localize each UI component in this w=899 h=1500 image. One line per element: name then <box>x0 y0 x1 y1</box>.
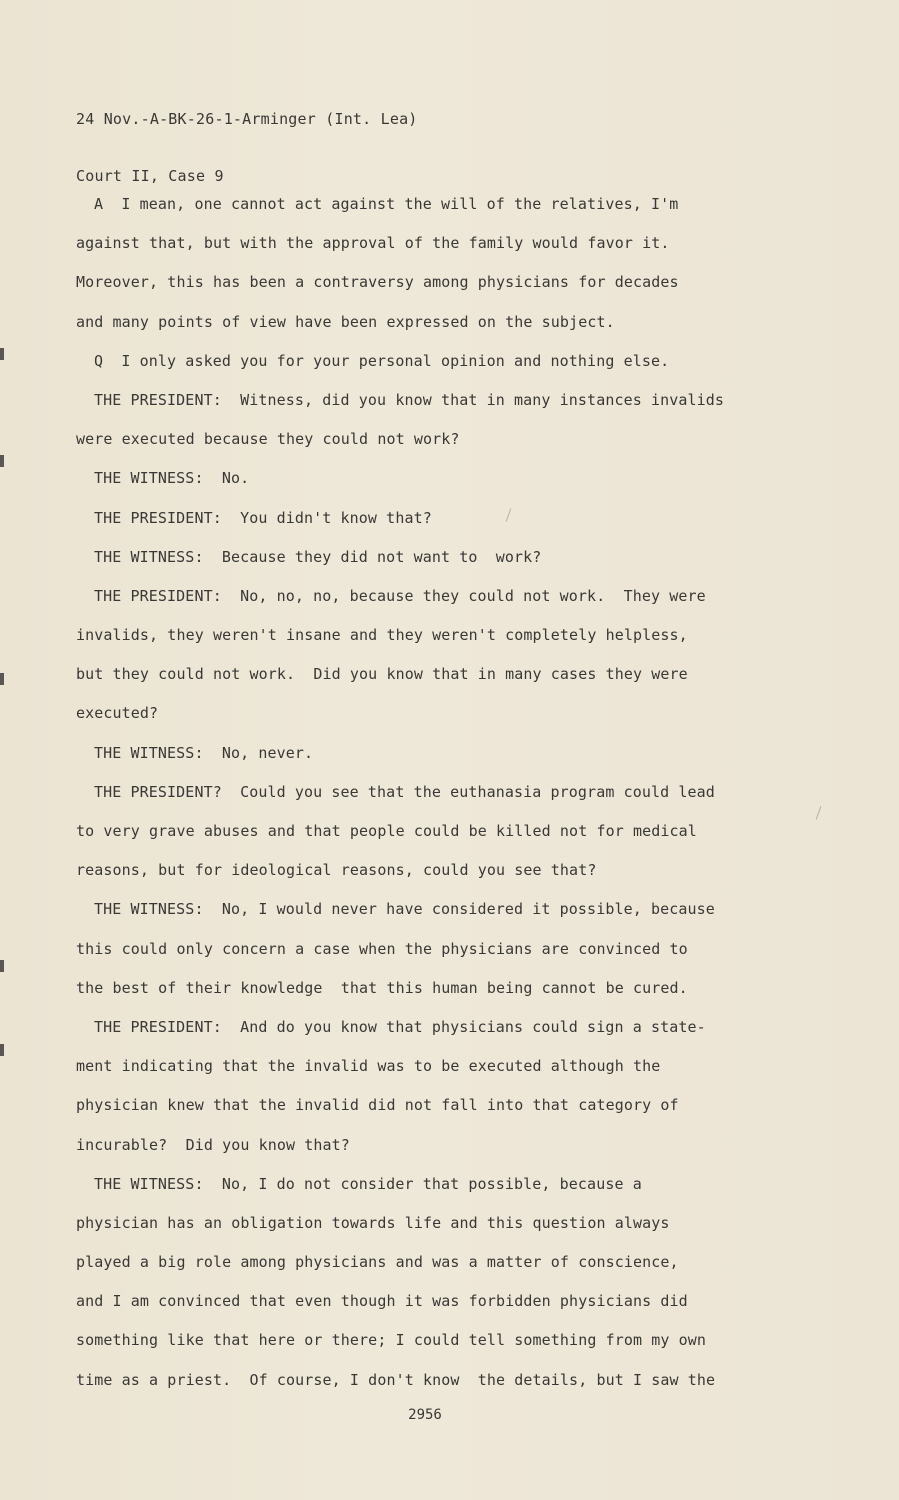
edge-mark <box>0 348 4 360</box>
transcript-line: THE WITNESS: Because they did not want to work? <box>94 547 542 566</box>
edge-mark <box>0 673 4 685</box>
edge-mark <box>0 960 4 972</box>
edge-mark <box>0 455 4 467</box>
transcript-line: played a big role among physicians and was a matter of conscience, <box>76 1253 679 1272</box>
edge-mark <box>0 1044 4 1056</box>
transcript-line: executed? <box>76 704 159 723</box>
transcript-line: and many points of view have been expressed on the subject. <box>76 312 615 331</box>
transcript-line: were executed because they could not work? <box>76 430 460 449</box>
transcript-line: THE PRESIDENT? Could you see that the euthanasia program could lead <box>94 782 715 801</box>
transcript-line: against that, but with the approval of the family would favor it. <box>76 234 670 253</box>
transcript-line: ment indicating that the invalid was to be executed although the <box>76 1057 661 1076</box>
transcript-line: this could only concern a case when the physicians are convinced to <box>76 939 688 958</box>
page-number: 2956 <box>408 1407 442 1423</box>
transcript-line: to very grave abuses and that people could be killed not for medical <box>76 822 697 840</box>
transcript-line: Moreover, this has been a contraversy among physicians for decades <box>76 273 679 292</box>
header-court-line: Court II, Case 9 <box>76 167 224 185</box>
transcript-line: A I mean, one cannot act against the will of the relatives, I'm <box>94 195 679 213</box>
transcript-line: THE WITNESS: No, I would never have considered it possible, because <box>94 900 715 919</box>
transcript-line: THE WITNESS: No. <box>94 469 250 488</box>
transcript-line: invalids, they weren't insane and they weren't completely helpless, <box>76 626 688 645</box>
transcript-line: THE WITNESS: No, never. <box>94 743 314 762</box>
header-reference-line: 24 Nov.-A-BK-26-1-Arminger (Int. Lea) <box>76 110 418 128</box>
transcript-line: physician knew that the invalid did not fall into that category of <box>76 1096 679 1115</box>
transcript-line: the best of their knowledge that this human being cannot be cured. <box>76 978 688 997</box>
transcript-line: and I am convinced that even though it was forbidden physicians did <box>76 1292 688 1311</box>
transcript-line: but they could not work. Did you know that in many cases they were <box>76 665 688 684</box>
transcript-line: THE PRESIDENT: And do you know that physicians could sign a state- <box>94 1017 706 1036</box>
transcript-line: incurable? Did you know that? <box>76 1135 350 1154</box>
stray-mark <box>816 806 822 819</box>
transcript-body <box>76 185 766 1400</box>
transcript-line: THE PRESIDENT: Witness, did you know that in many instances invalids <box>94 390 725 409</box>
transcript-line: THE PRESIDENT: No, no, no, because they could not work. They were <box>94 586 706 605</box>
transcript-line: time as a priest. Of course, I don't know the details, but I saw the <box>76 1370 716 1389</box>
transcript-line: reasons, but for ideological reasons, could you see that? <box>76 861 597 880</box>
transcript-line: physician has an obligation towards life and this question always <box>76 1213 670 1232</box>
transcript-line: THE PRESIDENT: You didn't know that? <box>94 508 432 527</box>
transcript-line: THE WITNESS: No, I do not consider that possible, because a <box>94 1174 642 1193</box>
transcript-line: Q I only asked you for your personal opinion and nothing else. <box>94 351 670 370</box>
transcript-line: something like that here or there; I could tell something from my own <box>76 1331 707 1350</box>
